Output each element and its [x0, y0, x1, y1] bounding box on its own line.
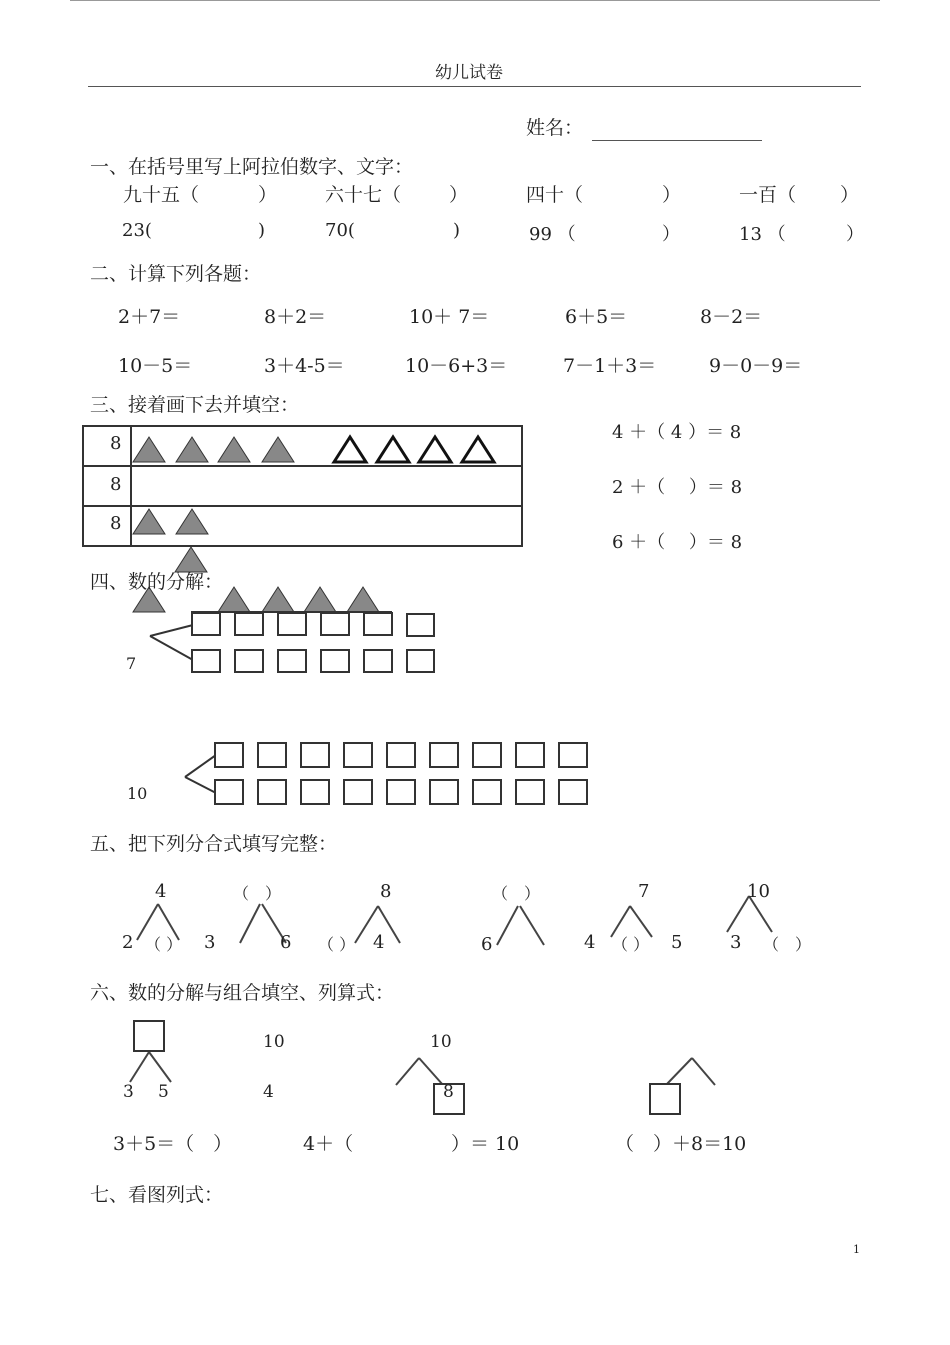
- filled-triangle-icon: [176, 509, 208, 534]
- tree-left: 4: [584, 932, 596, 953]
- answer-box[interactable]: [429, 742, 459, 768]
- tree-line: [666, 1058, 692, 1085]
- q1-item: 13 （: [739, 224, 786, 245]
- answer-box[interactable]: [277, 649, 307, 673]
- tree-blank[interactable]: （ ）: [145, 935, 183, 954]
- q6-equation: ）＝ 10: [451, 1133, 520, 1155]
- q6-number: 4: [263, 1082, 274, 1102]
- tree-right: 6: [280, 932, 292, 953]
- outline-triangle-icon: [377, 437, 409, 462]
- tree-line: [396, 1058, 419, 1085]
- answer-box[interactable]: [133, 1020, 165, 1052]
- tree-top: 4: [155, 881, 167, 902]
- q1-paren[interactable]: ): [453, 220, 461, 241]
- answer-box[interactable]: [234, 649, 264, 673]
- q2-problem: 3＋4-5＝: [264, 355, 345, 377]
- q6-equation[interactable]: 4＋（: [303, 1133, 354, 1155]
- answer-box[interactable]: [386, 742, 416, 768]
- filled-triangle-icon: [133, 509, 165, 534]
- tree-line: [520, 906, 544, 945]
- q2-problem: 8＋2＝: [264, 306, 327, 328]
- q7-title: 七、看图列式：: [90, 1184, 224, 1206]
- q2-problem: 9－0－9＝: [709, 355, 803, 377]
- q3-row-count: 8: [110, 433, 122, 454]
- name-label: 姓名：: [526, 117, 584, 139]
- answer-box[interactable]: [472, 742, 502, 768]
- answer-box[interactable]: [472, 779, 502, 805]
- q2-title: 二、计算下列各题：: [90, 263, 262, 285]
- q6-number: 10: [263, 1032, 285, 1052]
- q6-equation[interactable]: （ ）＋8＝10: [615, 1133, 747, 1155]
- q1-item: 六十七（: [325, 184, 402, 206]
- filled-triangle-icon: [218, 437, 250, 462]
- filled-triangle-icon: [347, 587, 379, 612]
- page-number: 1: [853, 1243, 860, 1256]
- q2-problem: 8－2＝: [700, 306, 763, 328]
- tree-right: 4: [373, 932, 385, 953]
- tree-top-blank[interactable]: （ ）: [492, 884, 541, 903]
- tree-line: [497, 906, 518, 945]
- q2-problem: 10－5＝: [118, 355, 193, 377]
- answer-box[interactable]: [277, 612, 307, 636]
- q1-paren[interactable]: ）: [662, 224, 680, 245]
- q1-item: 一百（: [739, 184, 797, 206]
- q6-number: 3: [123, 1082, 134, 1102]
- q1-paren[interactable]: ）: [258, 184, 278, 206]
- answer-box[interactable]: [191, 649, 221, 673]
- q2-problem: 7－1＋3＝: [563, 355, 657, 377]
- q6-number: 10: [430, 1032, 452, 1052]
- outline-triangle-icon: [419, 437, 451, 462]
- answer-box[interactable]: [300, 742, 330, 768]
- filled-triangle-icon: [304, 587, 336, 612]
- branch-line: [185, 777, 216, 793]
- tree-top: 10: [747, 881, 770, 902]
- q1-item: 99 （: [529, 224, 576, 245]
- tree-line: [130, 1052, 149, 1082]
- q4-title: 四、数的分解：: [90, 571, 224, 593]
- tree-left: 6: [481, 934, 493, 955]
- q2-problem: 6＋5＝: [565, 306, 628, 328]
- answer-box[interactable]: [214, 779, 244, 805]
- q3-equation: 4 ＋（ 4 ）＝ 8: [612, 422, 742, 443]
- tree-top: 7: [638, 881, 650, 902]
- paper-title: 幼儿试卷: [435, 63, 503, 83]
- tree-right: 3: [204, 932, 216, 953]
- answer-box[interactable]: [214, 742, 244, 768]
- answer-box[interactable]: [429, 779, 459, 805]
- tree-line: [240, 904, 260, 943]
- tree-line: [727, 896, 749, 932]
- answer-box[interactable]: [515, 742, 545, 768]
- outline-triangle-icon: [462, 437, 494, 462]
- branch-line: [185, 755, 216, 777]
- q4-number: 10: [127, 784, 148, 803]
- outline-triangle-icon: [334, 437, 366, 462]
- tree-top-blank[interactable]: （ ）: [233, 884, 282, 903]
- answer-box[interactable]: [343, 779, 373, 805]
- answer-box[interactable]: [406, 613, 435, 637]
- answer-box[interactable]: [386, 779, 416, 805]
- q5-title: 五、把下列分合式填写完整：: [90, 833, 338, 855]
- answer-box[interactable]: [406, 649, 435, 673]
- q1-paren[interactable]: ）: [449, 184, 469, 206]
- filled-triangle-icon: [262, 437, 294, 462]
- answer-box[interactable]: [320, 649, 350, 673]
- answer-box[interactable]: [191, 612, 221, 636]
- q1-item: 70(: [325, 220, 355, 241]
- branch-line: [150, 636, 193, 660]
- q2-problem: 2＋7＝: [118, 306, 181, 328]
- q6-number: 8: [443, 1082, 454, 1102]
- tree-blank[interactable]: （ ）: [612, 935, 650, 954]
- q6-number: 5: [158, 1082, 169, 1102]
- q1-paren[interactable]: ): [258, 220, 266, 241]
- answer-box[interactable]: [558, 742, 588, 768]
- q1-title: 一、在括号里写上阿拉伯数字、文字：: [90, 156, 414, 178]
- q6-title: 六、数的分解与组合填空、列算式：: [90, 982, 395, 1004]
- q1-paren[interactable]: ）: [840, 184, 860, 206]
- tree-blank[interactable]: （ ）: [318, 935, 356, 954]
- answer-box[interactable]: [363, 612, 393, 636]
- tree-blank[interactable]: （ ）: [763, 935, 812, 954]
- answer-box[interactable]: [515, 779, 545, 805]
- q3-equation[interactable]: 6 ＋（ ）＝ 8: [612, 532, 743, 553]
- answer-box[interactable]: [257, 779, 287, 805]
- answer-box[interactable]: [649, 1083, 681, 1115]
- q3-title: 三、接着画下去并填空：: [90, 394, 300, 416]
- q1-paren[interactable]: ）: [662, 184, 682, 206]
- answer-box[interactable]: [363, 649, 393, 673]
- tree-top: 8: [380, 881, 392, 902]
- tree-left: 2: [122, 932, 134, 953]
- answer-box[interactable]: [558, 779, 588, 805]
- q2-problem: 10＋ 7＝: [409, 306, 490, 328]
- tree-left: 3: [730, 932, 742, 953]
- q1-item: 四十（: [526, 184, 584, 206]
- answer-box[interactable]: [320, 612, 350, 636]
- filled-triangle-icon: [262, 587, 294, 612]
- tree-line: [692, 1058, 715, 1085]
- filled-triangle-icon: [176, 437, 208, 462]
- answer-box[interactable]: [343, 742, 373, 768]
- q4-number: 7: [126, 654, 137, 673]
- filled-triangle-icon: [133, 437, 165, 462]
- q3-row-count: 8: [110, 474, 122, 495]
- answer-box[interactable]: [234, 612, 264, 636]
- q6-equation[interactable]: 3＋5＝（ ）: [113, 1133, 233, 1155]
- q1-item: 九十五（: [123, 184, 200, 206]
- q1-item: 23(: [122, 220, 152, 241]
- answer-box[interactable]: [300, 779, 330, 805]
- tree-right: 5: [671, 932, 683, 953]
- tree-line: [419, 1058, 443, 1085]
- q2-problem: 10－6+3＝: [405, 355, 508, 377]
- q3-row-count: 8: [110, 513, 122, 534]
- branch-line: [150, 625, 193, 636]
- q1-paren[interactable]: ）: [846, 224, 864, 245]
- answer-box[interactable]: [257, 742, 287, 768]
- tree-line: [149, 1052, 171, 1082]
- q3-equation[interactable]: 2 ＋（ ）＝ 8: [612, 477, 743, 498]
